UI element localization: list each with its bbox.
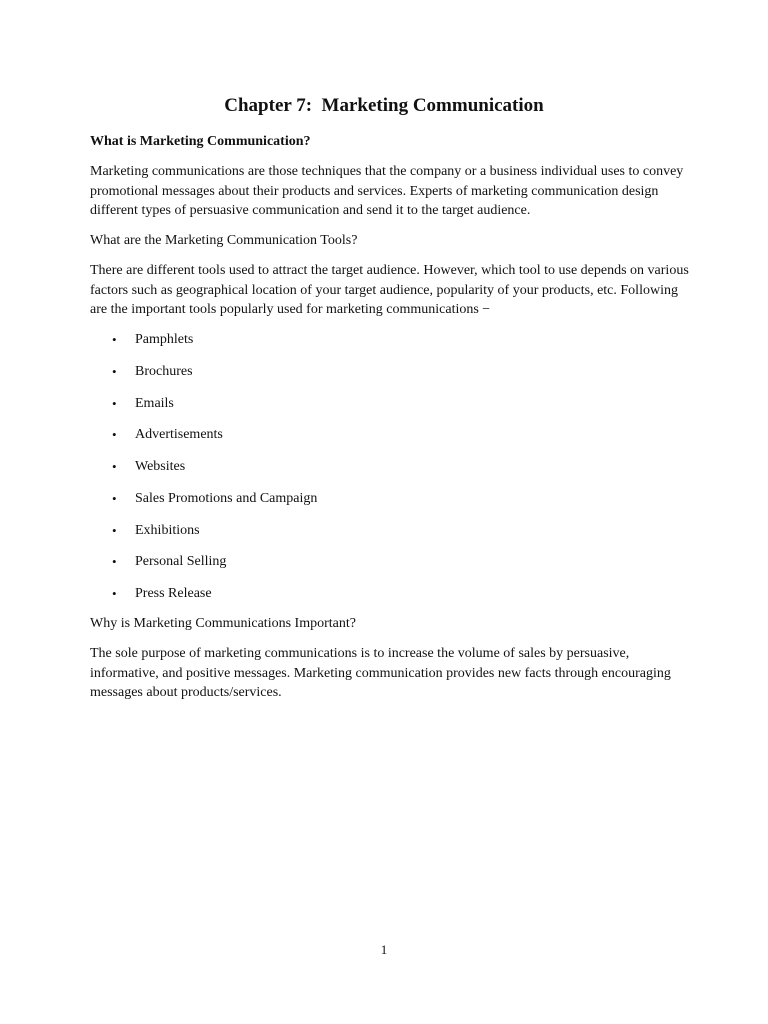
importance-paragraph: The sole purpose of marketing communications is to increase the volume of sales by persuasive, informative, and positive messages. Marketing communication provides new facts through encouraging messages about products/services. (90, 646, 671, 701)
importance-question: Why is Marketing Communications Important? (90, 616, 356, 632)
bullet-icon: • (112, 395, 117, 411)
list-item (90, 330, 690, 349)
list-item-label: Emails (135, 395, 174, 411)
list-item-label: Advertisements (135, 427, 223, 443)
bullet-icon: • (112, 490, 117, 506)
list-item (90, 394, 690, 413)
list-item-label: Personal Selling (135, 554, 227, 570)
bullet-icon: • (112, 364, 117, 380)
list-item (90, 584, 690, 603)
bullet-icon: • (112, 427, 117, 443)
tools-paragraph: There are different tools used to attract the target audience. However, which tool to use depends on various factors such as geographical location of your target audience, popularity of your products, etc. Following are the important tools popularly used for marketing communications − (90, 263, 689, 318)
intro-paragraph: Marketing communications are those techniques that the company or a business individual uses to convey promotional messages about their products and services. Experts of marketing communication design different types of persuasive communication and send it to the target audience. (90, 164, 684, 218)
section-heading: What is Marketing Communication? (90, 134, 311, 149)
page-title: Chapter 7: Marketing Communication (224, 95, 544, 116)
list-item-label: Exhibitions (135, 522, 200, 538)
list-item (90, 552, 690, 571)
list-item-label: Press Release (135, 585, 212, 601)
list-item (90, 521, 690, 540)
bullet-icon: • (112, 585, 117, 601)
tools-list (90, 330, 690, 603)
list-item-label: Pamphlets (135, 332, 194, 348)
bullet-icon: • (112, 332, 117, 348)
list-item (90, 425, 690, 444)
list-item-label: Brochures (135, 364, 193, 380)
document-body (90, 132, 690, 713)
list-item (90, 489, 690, 508)
bullet-icon: • (112, 522, 117, 538)
bullet-icon: • (112, 459, 117, 475)
bullet-icon: • (112, 554, 117, 570)
list-item-label: Websites (135, 459, 186, 475)
list-item-label: Sales Promotions and Campaign (135, 490, 318, 506)
tools-question: What are the Marketing Communication Tools? (90, 233, 358, 249)
page-number: 1 (380, 942, 388, 957)
list-item (90, 457, 690, 476)
list-item (90, 362, 690, 381)
